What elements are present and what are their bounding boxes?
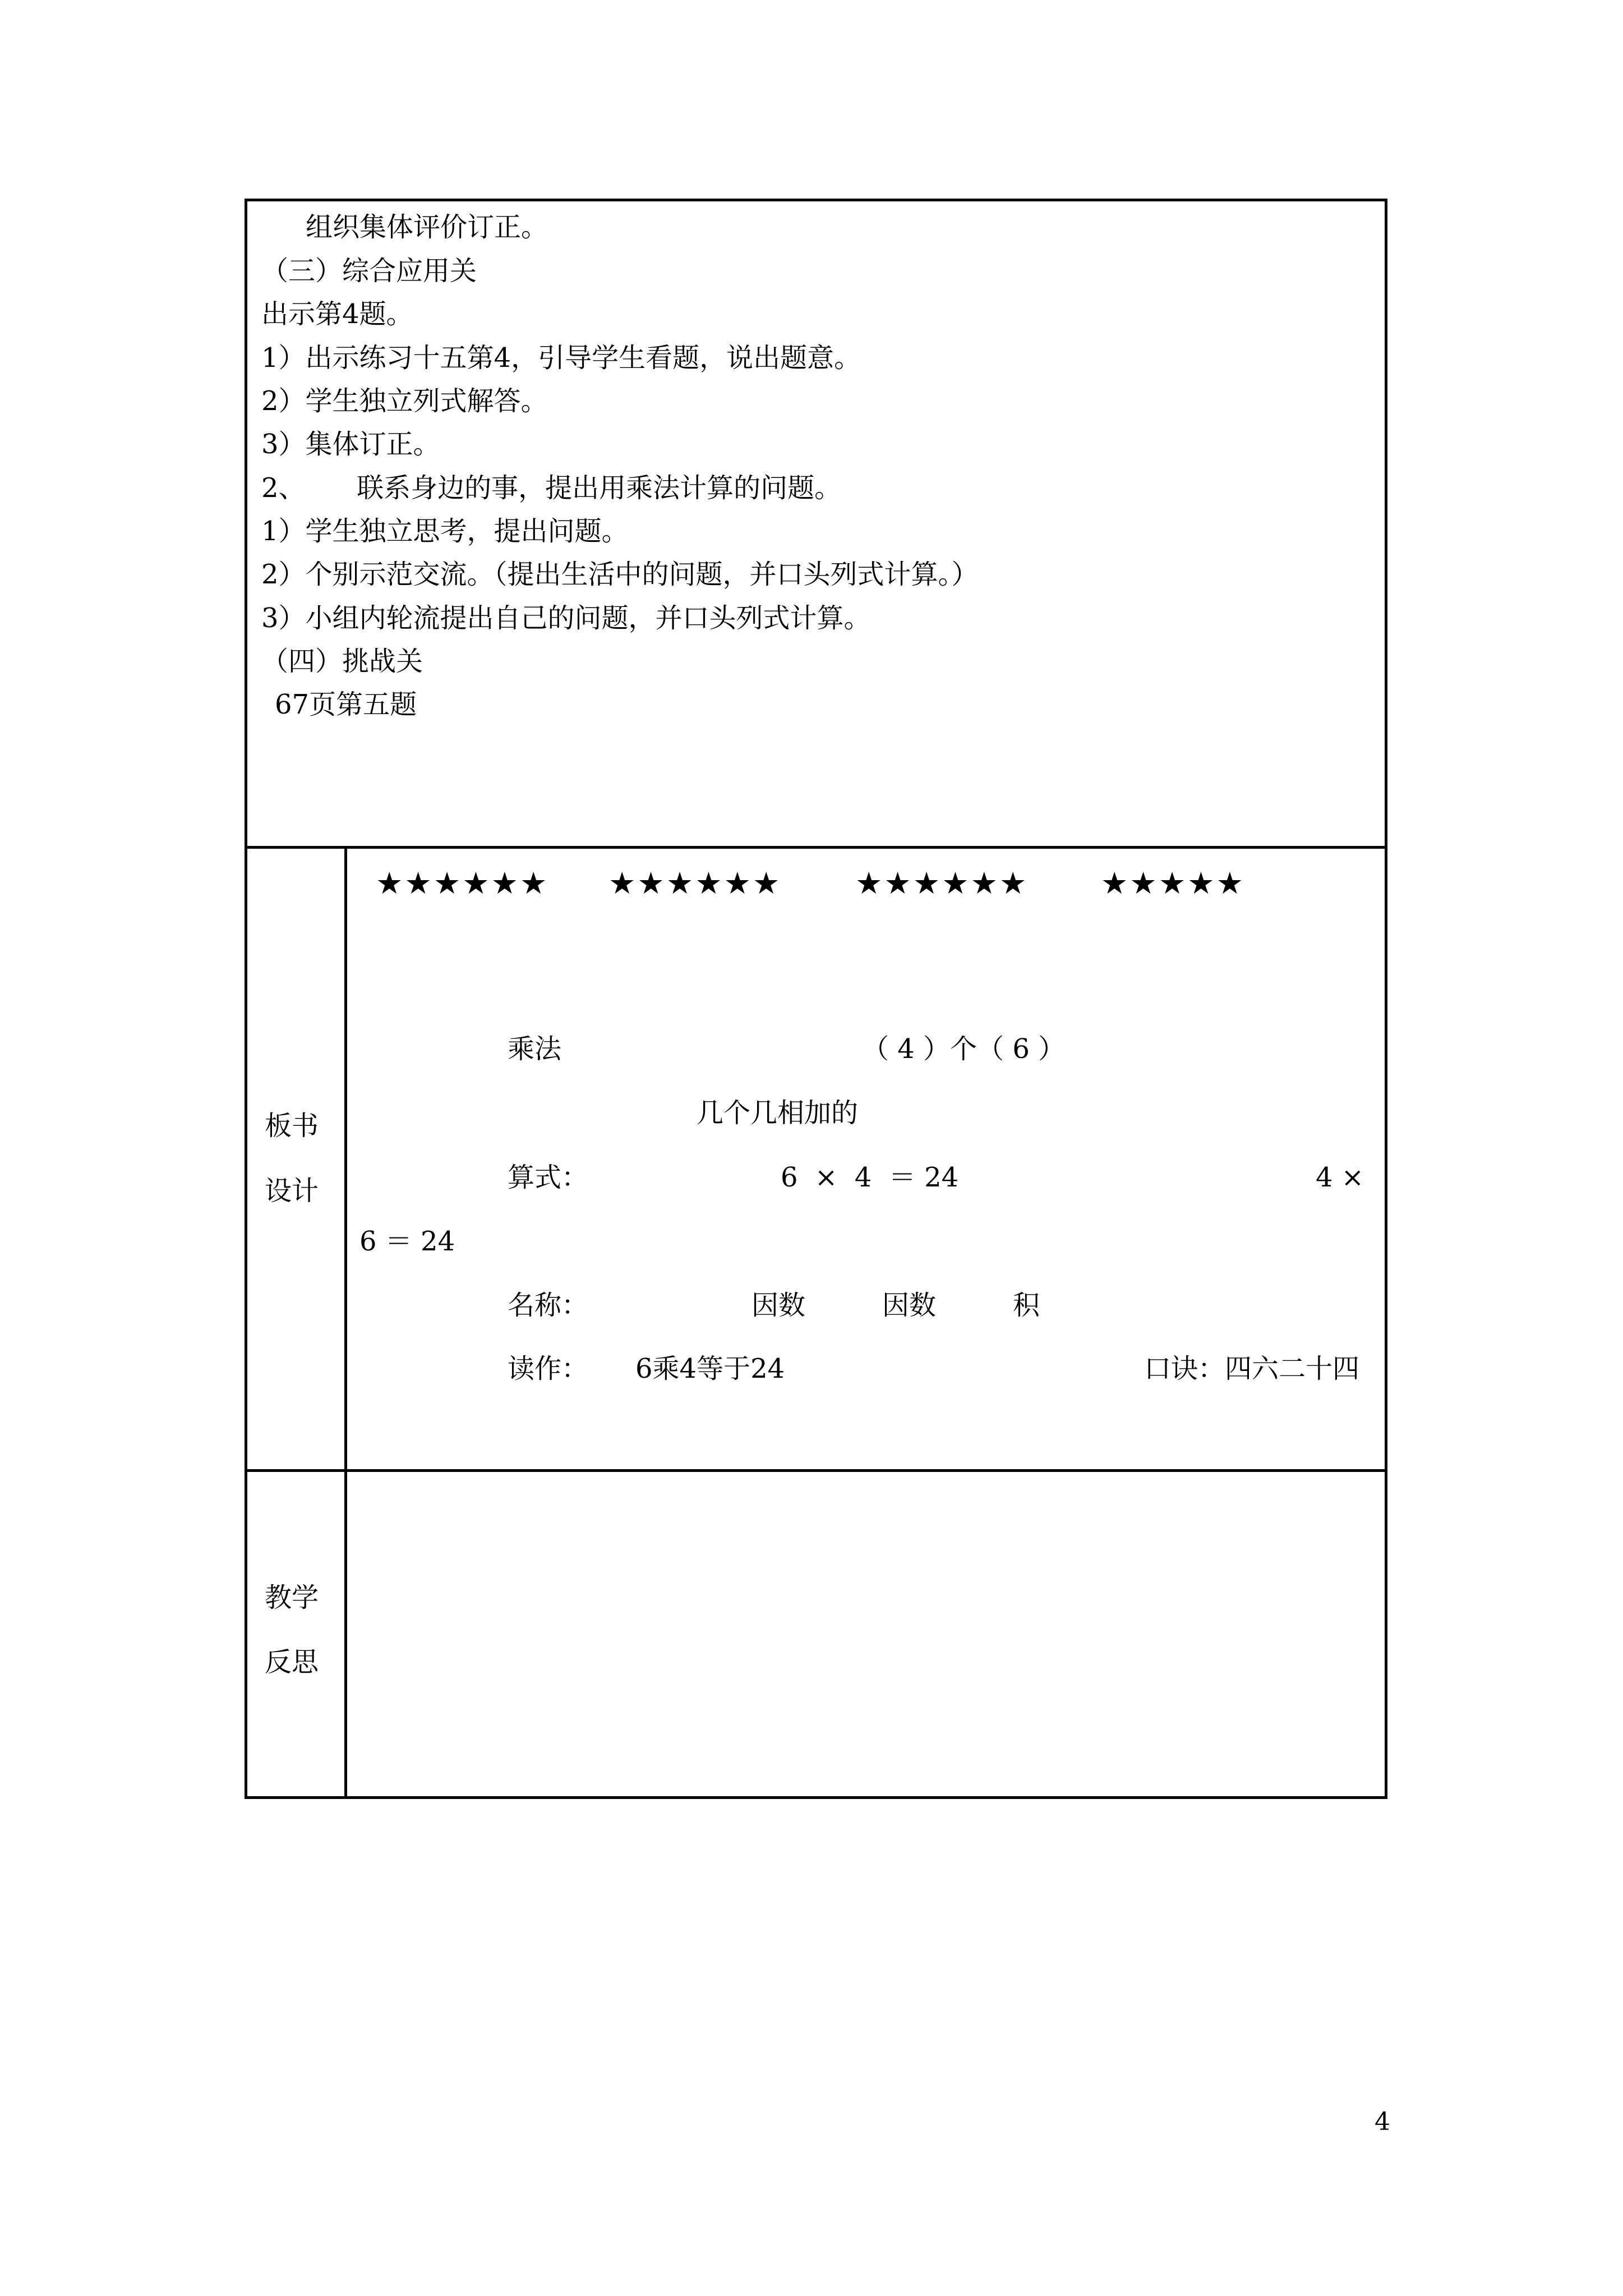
multiplication-rhyme: 口诀：四六二十四 — [1144, 1353, 1360, 1384]
board-design-label-line2: 设计 — [265, 1175, 319, 1207]
product-name: 积 — [1013, 1290, 1040, 1321]
factor-2-name: 因数 — [882, 1290, 937, 1321]
concept-label: 乘法 — [508, 1033, 562, 1065]
procedure-line-4: 1）出示练习十五第4，引导学生看题，说出题意。 — [261, 342, 861, 374]
page-number: 4 — [1375, 2108, 1390, 2136]
star-group-1: ★★★★★★ — [376, 866, 549, 901]
meaning-text: 几个几相加的 — [697, 1097, 859, 1129]
table-border-left — [245, 199, 247, 1799]
groups-notation: （ 4 ）个（ 6 ） — [862, 1033, 1066, 1065]
procedure-line-3: 出示第4题。 — [261, 298, 413, 330]
read-value: 6乘4等于24 — [635, 1353, 785, 1384]
board-design-label-line1: 板书 — [265, 1110, 319, 1142]
procedure-line-5: 2）学生独立列式解答。 — [261, 385, 548, 417]
formula-label: 算式： — [508, 1162, 589, 1193]
reflection-label-line1: 教学 — [265, 1582, 319, 1613]
table-border-top — [245, 199, 1387, 201]
reflection-label-line2: 反思 — [265, 1646, 319, 1678]
procedure-line-10: 3）小组内轮流提出自己的问题，并口头列式计算。 — [261, 602, 871, 634]
column-divider — [344, 846, 347, 1799]
formula-2-part-a: 4 × — [1316, 1162, 1364, 1193]
star-group-4: ★★★★★ — [1101, 866, 1246, 901]
row-divider-1 — [245, 846, 1387, 849]
procedure-line-6: 3）集体订正。 — [261, 429, 440, 460]
read-label: 读作： — [508, 1353, 589, 1384]
star-group-3: ★★★★★★ — [855, 866, 1029, 901]
procedure-line-12: 67页第五题 — [275, 689, 417, 720]
procedure-line-11: （四）挑战关 — [261, 646, 423, 677]
star-group-2: ★★★★★★ — [608, 866, 782, 901]
table-border-bottom — [245, 1796, 1387, 1799]
procedure-line-1: 组织集体评价订正。 — [306, 211, 548, 243]
table-border-right — [1385, 199, 1387, 1799]
formula-2-part-b: 6 ＝ 24 — [359, 1226, 455, 1257]
factor-1-name: 因数 — [751, 1290, 806, 1321]
procedure-line-8: 1）学生独立思考，提出问题。 — [261, 516, 629, 547]
formula-1: 6 × 4 ＝ 24 — [781, 1162, 959, 1193]
procedure-line-7: 2、 联系身边的事，提出用乘法计算的问题。 — [261, 472, 842, 504]
procedure-line-2: （三）综合应用关 — [261, 255, 477, 287]
row-divider-2 — [245, 1469, 1387, 1472]
procedure-line-9: 2）个别示范交流。（提出生活中的问题，并口头列式计算。） — [261, 559, 979, 590]
names-label: 名称： — [508, 1290, 589, 1321]
